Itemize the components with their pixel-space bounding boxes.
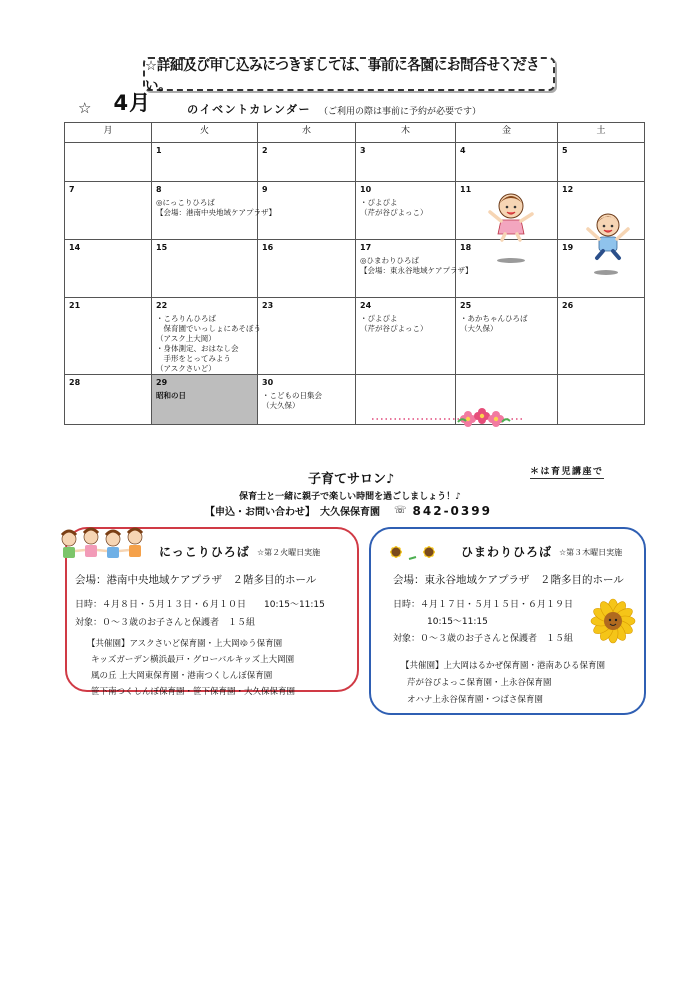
day-number: 23 bbox=[262, 301, 274, 310]
day-number: 26 bbox=[562, 301, 574, 310]
calendar-day-cell bbox=[456, 240, 558, 298]
himawari-venue: 会場：東永谷地域ケアプラザ ２階多目的ホール bbox=[393, 574, 624, 586]
day-number: 18 bbox=[460, 243, 472, 252]
event-calendar bbox=[64, 122, 645, 425]
day-number: 17 bbox=[360, 243, 372, 252]
himawari-hiroba-title: ひまわりひろば bbox=[461, 545, 553, 559]
himawari-target: 対象：０～３歳のお子さんと保護者 １５組 bbox=[393, 634, 574, 644]
calendar-day-cell bbox=[152, 298, 261, 375]
event-text: 【会場：港南中央地域ケアプラザ】 bbox=[156, 208, 276, 217]
event-text: ◎ひまわりひろば bbox=[360, 256, 420, 265]
day-number: 2 bbox=[262, 146, 268, 155]
contact-line bbox=[205, 503, 492, 518]
event-text: （大久保） bbox=[262, 401, 300, 410]
calendar-title-main: のイベントカレンダー bbox=[187, 103, 312, 116]
day-number: 19 bbox=[562, 243, 574, 252]
himawari-time: 10:15～11:15 bbox=[427, 617, 488, 627]
calendar-day-cell bbox=[152, 240, 258, 298]
calendar-title bbox=[78, 91, 482, 117]
weekday-thu: 木 bbox=[356, 123, 456, 143]
kids-holding-hands-illustration bbox=[59, 527, 147, 563]
salon-note: ＊は育児講座で bbox=[530, 464, 604, 479]
calendar-day-cell bbox=[456, 143, 558, 182]
weekday-wed: 水 bbox=[258, 123, 356, 143]
nikkori-dates: 日時：４月８日・５月１３日・６月１０日 10:15～11:15 bbox=[75, 600, 325, 610]
nikkori-target: 対象：０～３歳のお子さんと保護者 １５組 bbox=[75, 618, 256, 628]
day-number: 15 bbox=[156, 243, 168, 252]
nikkori-hiroba-title: にっこりひろば bbox=[159, 545, 250, 559]
event-text: （大久保） bbox=[460, 324, 498, 333]
event-text: ・ぴよぴよ bbox=[360, 198, 398, 207]
weekday-fri: 金 bbox=[456, 123, 558, 143]
event-text: 保育園でいっしょにあそぼう bbox=[156, 324, 261, 333]
calendar-day-cell bbox=[258, 375, 356, 425]
day-number: 12 bbox=[562, 185, 574, 194]
calendar-day-cell bbox=[65, 240, 152, 298]
event-text: 【会場：東永谷地域ケアプラザ】 bbox=[360, 266, 473, 275]
calendar-day-cell bbox=[152, 182, 276, 240]
nikkori-partner-line: 【共催園】アスクさいど保育園・上大岡ゆう保育園 bbox=[87, 639, 283, 649]
day-number: 9 bbox=[262, 185, 268, 194]
event-text: 手形をとってみよう bbox=[156, 354, 231, 363]
himawari-partner-line: 【共催園】上大岡はるかぜ保育園・港南あひる保育園 bbox=[401, 661, 606, 671]
himawari-dates: 日時：４月１７日・５月１５日・６月１９日 bbox=[393, 600, 574, 610]
event-text: 昭和の日 bbox=[156, 391, 186, 400]
day-number: 29 bbox=[156, 378, 168, 387]
phone-number[interactable]: 842-0399 bbox=[412, 503, 492, 518]
calendar-day-cell bbox=[65, 182, 152, 240]
calendar-day-cell bbox=[152, 143, 258, 182]
day-number: 4 bbox=[460, 146, 466, 155]
calendar-day-cell bbox=[258, 240, 356, 298]
flower-border-decoration bbox=[372, 408, 522, 428]
himawari-partner-line: 芹が谷ぴよっこ保育園・上永谷保育園 bbox=[407, 678, 552, 688]
day-number: 7 bbox=[69, 185, 75, 194]
day-number: 25 bbox=[460, 301, 472, 310]
calendar-week-row bbox=[65, 240, 645, 298]
day-number: 22 bbox=[156, 301, 168, 310]
day-number: 8 bbox=[156, 185, 162, 194]
event-text: ・身体測定、おはなし会 bbox=[156, 344, 239, 353]
event-text: ・こどもの日集会 bbox=[262, 391, 322, 400]
notice-banner bbox=[143, 57, 555, 94]
calendar-week-row bbox=[65, 143, 645, 182]
day-number: 21 bbox=[69, 301, 81, 310]
event-text: ◎にっこりひろば bbox=[156, 198, 215, 207]
sunflowers-icon bbox=[383, 539, 445, 565]
calendar-day-cell bbox=[152, 375, 258, 425]
calendar-day-cell bbox=[356, 182, 456, 240]
event-text: ・ぴよぴよ bbox=[360, 314, 398, 323]
salon-title: 子育てサロン♪ bbox=[308, 472, 395, 487]
day-number: 14 bbox=[69, 243, 81, 252]
calendar-week-row bbox=[65, 298, 645, 375]
event-text: ・あかちゃんひろば bbox=[460, 314, 528, 323]
weekday-header bbox=[65, 123, 645, 143]
star-icon: ☆ bbox=[78, 99, 92, 117]
calendar-day-cell bbox=[65, 298, 152, 375]
calendar-title-note: （ご利用の際は事前に予約が必要です） bbox=[319, 107, 482, 117]
contact-label: 【申込・お問い合わせ】 大久保保育園 bbox=[205, 507, 380, 518]
day-number: 3 bbox=[360, 146, 366, 155]
calendar-day-cell bbox=[356, 143, 456, 182]
shadow-shape bbox=[594, 270, 618, 275]
sunflower-icon bbox=[589, 597, 637, 645]
calendar-day-cell bbox=[558, 143, 645, 182]
calendar-day-cell bbox=[558, 298, 645, 375]
jumping-girl-illustration bbox=[488, 190, 534, 242]
weekday-sat: 土 bbox=[558, 123, 645, 143]
calendar-day-cell bbox=[258, 182, 356, 240]
nikkori-hiroba-tag: ☆第２火曜日実施 bbox=[257, 548, 321, 557]
himawari-hiroba-tag: ☆第３木曜日実施 bbox=[559, 548, 623, 557]
day-number: 28 bbox=[69, 378, 81, 387]
calendar-week-row bbox=[65, 375, 645, 425]
event-text: ・ころりんひろば bbox=[156, 314, 216, 323]
event-text: （芹が谷ぴよっこ） bbox=[360, 324, 428, 333]
day-number: 10 bbox=[360, 185, 372, 194]
himawari-partner-line: オハナ上永谷保育園・つばさ保育園 bbox=[407, 695, 543, 705]
event-text: （アスク上大岡） bbox=[156, 334, 216, 343]
weekday-tue: 火 bbox=[152, 123, 258, 143]
day-number: 5 bbox=[562, 146, 568, 155]
calendar-day-cell bbox=[558, 375, 645, 425]
nikkori-hiroba-box bbox=[65, 527, 359, 697]
phone-icon: ☏ bbox=[394, 505, 407, 516]
notice-text: ☆詳細及び申し込みにつきましては、事前に各園にお問合せください。 bbox=[145, 58, 540, 94]
event-text: （芹が谷ぴよっこ） bbox=[360, 208, 428, 217]
calendar-day-cell bbox=[65, 375, 152, 425]
event-text: （アスクさいど） bbox=[156, 364, 216, 373]
day-number: 16 bbox=[262, 243, 274, 252]
day-number: 11 bbox=[460, 185, 472, 194]
jumping-boy-illustration bbox=[585, 210, 631, 262]
calendar-day-cell bbox=[456, 298, 558, 375]
nikkori-partner-line: 笹下南つくしんぼ保育園・笹下保育園・大久保保育園 bbox=[91, 687, 296, 697]
calendar-day-cell bbox=[65, 143, 152, 182]
day-number: 24 bbox=[360, 301, 372, 310]
calendar-day-cell bbox=[356, 298, 456, 375]
day-number: 30 bbox=[262, 378, 274, 387]
salon-subtitle: 保育士と一緒に親子で楽しい時間を過ごしましょう！♪ bbox=[239, 492, 461, 502]
shadow-shape bbox=[497, 258, 525, 263]
weekday-mon: 月 bbox=[65, 123, 152, 143]
himawari-hiroba-box bbox=[369, 527, 646, 715]
calendar-week-row bbox=[65, 182, 645, 240]
nikkori-partner-line: キッズガーデン横浜最戸・グローバルキッズ上大岡園 bbox=[91, 655, 295, 665]
nikkori-venue: 会場：港南中央地域ケアプラザ ２階多目的ホール bbox=[75, 574, 317, 586]
calendar-day-cell bbox=[258, 298, 356, 375]
day-number: 1 bbox=[156, 146, 162, 155]
nikkori-partner-line: 風の丘 上大岡東保育園・港南つくしんぼ保育園 bbox=[91, 671, 273, 681]
calendar-day-cell bbox=[258, 143, 356, 182]
month-label: 4月 bbox=[113, 91, 152, 115]
